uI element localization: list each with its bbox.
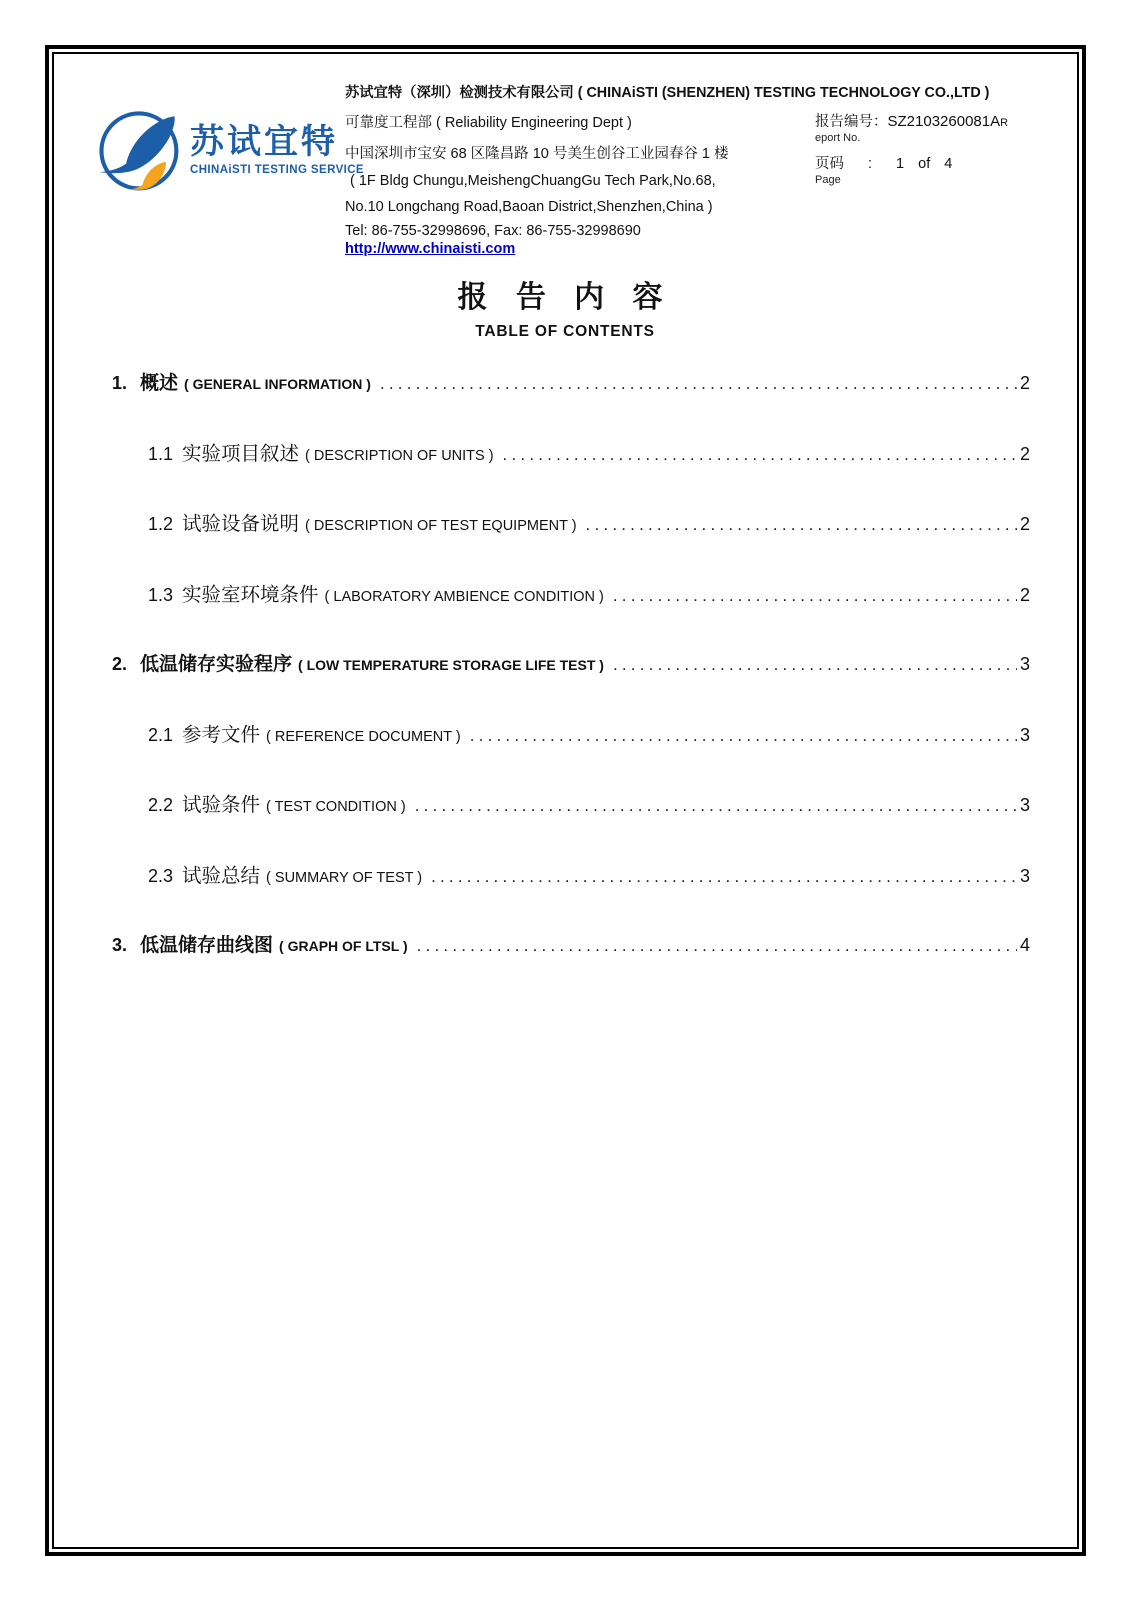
toc-item-2-3	[148, 860, 1030, 888]
toc-item-1-1	[148, 438, 1030, 466]
toc-title-en: ( SUMMARY OF TEST )	[266, 869, 423, 886]
company-logo	[96, 102, 364, 198]
toc-title-zh: 概述	[140, 373, 179, 394]
report-number-label: 报告编号：	[815, 114, 888, 130]
toc-page-number: 3	[1019, 724, 1030, 745]
document-title	[57, 272, 1073, 341]
title-en: TABLE OF CONTENTS	[475, 323, 655, 340]
toc-item-3	[112, 930, 1030, 957]
toc-title-zh: 试验设备说明	[182, 513, 300, 535]
dot-leader	[613, 655, 1017, 675]
toc-number: 3.	[112, 935, 128, 955]
toc-title-zh: 参考文件	[182, 723, 261, 746]
toc-title-en: ( DESCRIPTION OF UNITS )	[305, 447, 494, 464]
dot-leader	[470, 726, 1017, 746]
toc-title-en: ( GRAPH OF LTSL )	[279, 938, 408, 954]
address-en-line2: No.10 Longchang Road,Baoan District,Shenzhen,China )	[345, 199, 713, 215]
toc-number: 1.	[112, 373, 128, 393]
title-zh: 报 告 内 容	[457, 281, 673, 314]
toc-title-zh: 试验条件	[182, 794, 261, 816]
report-number-row	[815, 110, 1045, 131]
toc-page-number: 3	[1019, 865, 1030, 886]
page-label: 页码	[815, 156, 844, 172]
toc-title-en: ( DESCRIPTION OF TEST EQUIPMENT )	[305, 518, 577, 534]
toc-item-2-2	[148, 789, 1030, 817]
toc-item-2-1	[148, 719, 1030, 747]
toc-page-number: 2	[1019, 373, 1030, 393]
toc-title-zh: 实验项目叙述	[182, 442, 300, 465]
page-number-row	[815, 152, 1045, 173]
toc-number: 1.1	[148, 443, 174, 464]
toc-item-2	[112, 649, 1030, 676]
dot-leader	[417, 936, 1017, 956]
address-en-line1: ( 1F Bldg Chungu,MeishengChuangGu Tech Park,No.68,	[350, 173, 716, 189]
logo-mark-icon	[96, 102, 180, 198]
toc-number: 1.3	[148, 584, 174, 605]
logo-text	[190, 124, 364, 176]
toc-page-number: 2	[1019, 514, 1030, 534]
report-no-en-label: eport No.	[815, 132, 861, 144]
toc-item-1-3	[148, 579, 1030, 607]
toc-number: 2.	[112, 654, 128, 674]
dot-leader	[586, 515, 1017, 535]
toc-title-zh: 实验室环境条件	[182, 583, 319, 606]
toc-number: 2.1	[148, 724, 174, 745]
toc-title-zh: 低温储存曲线图	[140, 935, 274, 956]
table-of-contents	[112, 368, 1030, 1000]
page-en-label: Page	[815, 174, 841, 186]
website-link[interactable]: http://www.chinaisti.com	[345, 241, 516, 257]
page-separator: :	[868, 156, 873, 172]
report-number-value: SZ2103260081A	[887, 113, 1001, 130]
dot-leader	[613, 586, 1017, 606]
company-name: 苏试宜特（深圳）检测技术有限公司 ( CHINAiSTI (SHENZHEN) TESTING TECHNOLOGY CO.,LTD )	[345, 85, 990, 101]
toc-title-en: ( LABORATORY AMBIENCE CONDITION )	[324, 588, 604, 605]
dot-leader	[431, 867, 1017, 887]
dot-leader	[380, 374, 1017, 394]
toc-number: 2.2	[148, 795, 174, 815]
logo-name-zh: 苏试宜特	[190, 122, 338, 161]
dot-leader	[503, 445, 1017, 465]
toc-item-1	[112, 368, 1030, 395]
toc-title-zh: 低温储存实验程序	[140, 654, 293, 675]
report-meta	[815, 110, 1045, 186]
toc-title-zh: 试验总结	[182, 864, 261, 887]
page-value: 1 of 4	[896, 156, 953, 172]
toc-title-en: ( REFERENCE DOCUMENT )	[266, 728, 461, 745]
report-no-en-wrap: R	[1000, 117, 1009, 129]
toc-page-number: 2	[1019, 584, 1030, 605]
toc-title-en: ( TEST CONDITION )	[266, 799, 406, 815]
address-zh: 中国深圳市宝安 68 区隆昌路 10 号美生创谷工业园春谷 1 楼	[345, 146, 729, 162]
logo-name-en: CHINAiSTI TESTING SERVICE	[190, 164, 365, 177]
toc-number: 2.3	[148, 865, 174, 886]
dot-leader	[415, 796, 1017, 816]
toc-number: 1.2	[148, 514, 174, 534]
toc-page-number: 3	[1019, 654, 1030, 674]
toc-page-number: 4	[1019, 935, 1030, 955]
toc-title-en: ( LOW TEMPERATURE STORAGE LIFE TEST )	[298, 657, 604, 673]
tel-fax-line: Tel: 86-755-32998696, Fax: 86-755-32998690	[345, 223, 641, 239]
toc-item-1-2	[148, 508, 1030, 536]
toc-title-en: ( GENERAL INFORMATION )	[184, 376, 371, 392]
department-line: 可靠度工程部 ( Reliability Engineering Dept )	[345, 115, 632, 131]
toc-page-number: 2	[1019, 443, 1030, 464]
toc-page-number: 3	[1019, 795, 1030, 815]
